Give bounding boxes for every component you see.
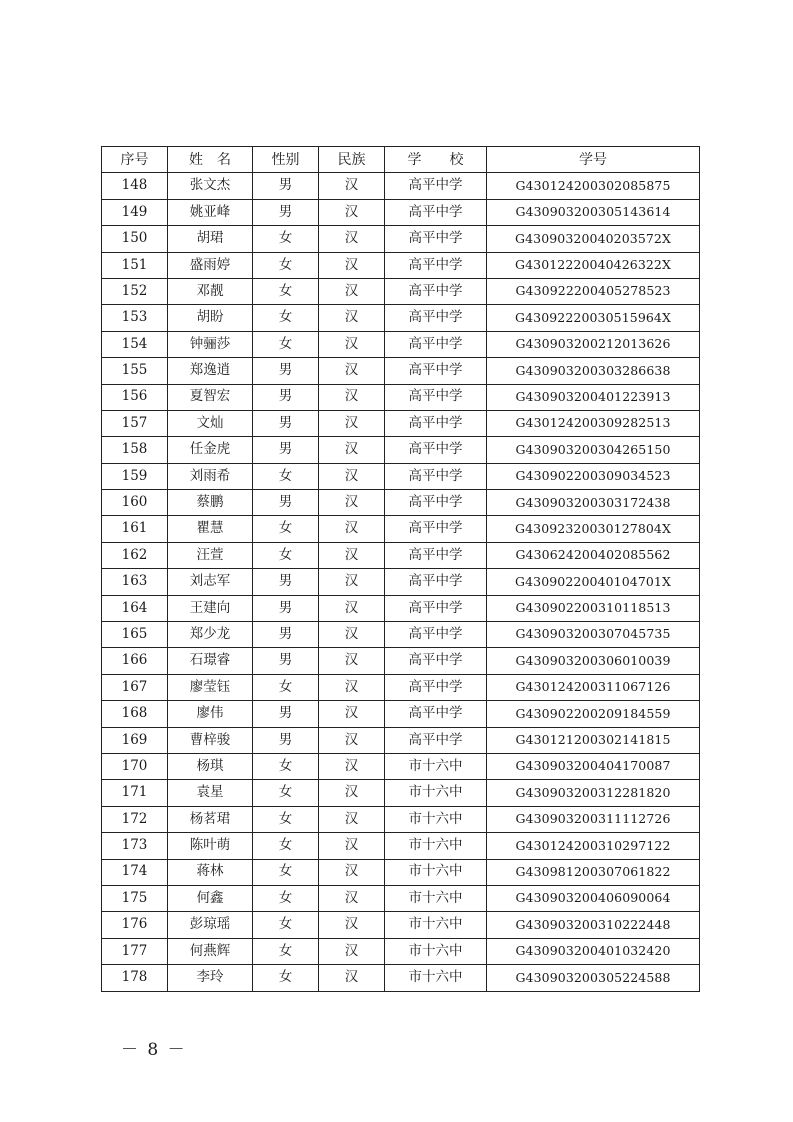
cell-sex: 女: [253, 516, 319, 542]
cell-school: 高平中学: [385, 674, 487, 700]
cell-sex: 女: [253, 305, 319, 331]
cell-school: 高平中学: [385, 173, 487, 199]
cell-no: 151: [102, 252, 168, 278]
cell-sex: 男: [253, 384, 319, 410]
table-row: [102, 278, 700, 304]
cell-ethnicity: 汉: [319, 806, 385, 832]
cell-student-id: G430903200401223913: [487, 384, 700, 410]
cell-student-id: G430124200309282513: [487, 410, 700, 436]
cell-ethnicity: 汉: [319, 912, 385, 938]
cell-student-id: G430903200406090064: [487, 885, 700, 911]
cell-ethnicity: 汉: [319, 463, 385, 489]
cell-student-id: G430903200401032420: [487, 938, 700, 964]
header-school: 学 校: [385, 147, 487, 173]
cell-no: 175: [102, 885, 168, 911]
cell-sex: 男: [253, 437, 319, 463]
cell-student-id: G430903200310222448: [487, 912, 700, 938]
cell-no: 164: [102, 595, 168, 621]
cell-school: 市十六中: [385, 859, 487, 885]
cell-name: 王建向: [168, 595, 253, 621]
cell-sex: 女: [253, 833, 319, 859]
cell-sex: 女: [253, 806, 319, 832]
cell-sex: 女: [253, 753, 319, 779]
cell-name: 郑逸逍: [168, 358, 253, 384]
cell-name: 蔡鹏: [168, 490, 253, 516]
cell-sex: 女: [253, 859, 319, 885]
cell-ethnicity: 汉: [319, 780, 385, 806]
table-row: [102, 463, 700, 489]
cell-no: 150: [102, 226, 168, 252]
cell-student-id: G43012220040426322X: [487, 252, 700, 278]
cell-no: 153: [102, 305, 168, 331]
cell-sex: 女: [253, 938, 319, 964]
cell-ethnicity: 汉: [319, 516, 385, 542]
cell-no: 172: [102, 806, 168, 832]
cell-no: 169: [102, 727, 168, 753]
cell-school: 市十六中: [385, 806, 487, 832]
cell-no: 171: [102, 780, 168, 806]
cell-no: 168: [102, 701, 168, 727]
cell-sex: 男: [253, 358, 319, 384]
cell-name: 姚亚峰: [168, 199, 253, 225]
cell-school: 高平中学: [385, 727, 487, 753]
cell-student-id: G430903200305143614: [487, 199, 700, 225]
cell-ethnicity: 汉: [319, 226, 385, 252]
cell-school: 高平中学: [385, 648, 487, 674]
cell-school: 高平中学: [385, 437, 487, 463]
header-no: 序号: [102, 147, 168, 173]
cell-name: 夏智宏: [168, 384, 253, 410]
table-row: [102, 938, 700, 964]
cell-name: 石璟睿: [168, 648, 253, 674]
cell-student-id: G430902200309034523: [487, 463, 700, 489]
cell-sex: 男: [253, 410, 319, 436]
cell-no: 167: [102, 674, 168, 700]
cell-name: 胡珺: [168, 226, 253, 252]
cell-student-id: G430903200312281820: [487, 780, 700, 806]
cell-name: 刘志军: [168, 569, 253, 595]
cell-sex: 女: [253, 463, 319, 489]
cell-ethnicity: 汉: [319, 701, 385, 727]
table-row: [102, 226, 700, 252]
cell-ethnicity: 汉: [319, 278, 385, 304]
cell-name: 胡盼: [168, 305, 253, 331]
cell-name: 文灿: [168, 410, 253, 436]
cell-sex: 女: [253, 331, 319, 357]
cell-sex: 男: [253, 490, 319, 516]
table-row: [102, 305, 700, 331]
cell-school: 高平中学: [385, 542, 487, 568]
table-row: [102, 569, 700, 595]
table-row: [102, 173, 700, 199]
cell-school: 市十六中: [385, 912, 487, 938]
cell-sex: 男: [253, 727, 319, 753]
cell-student-id: G430124200310297122: [487, 833, 700, 859]
cell-name: 杨茗珺: [168, 806, 253, 832]
cell-name: 彭琼瑶: [168, 912, 253, 938]
cell-name: 廖伟: [168, 701, 253, 727]
cell-student-id: G430903200404170087: [487, 753, 700, 779]
cell-sex: 女: [253, 278, 319, 304]
cell-name: 李玲: [168, 965, 253, 991]
cell-school: 市十六中: [385, 965, 487, 991]
cell-school: 市十六中: [385, 938, 487, 964]
cell-no: 162: [102, 542, 168, 568]
cell-school: 高平中学: [385, 358, 487, 384]
cell-school: 高平中学: [385, 278, 487, 304]
cell-student-id: G430903200304265150: [487, 437, 700, 463]
cell-no: 177: [102, 938, 168, 964]
cell-student-id: G430124200302085875: [487, 173, 700, 199]
cell-ethnicity: 汉: [319, 490, 385, 516]
cell-sex: 男: [253, 173, 319, 199]
cell-no: 163: [102, 569, 168, 595]
cell-name: 何鑫: [168, 885, 253, 911]
table-row: [102, 859, 700, 885]
cell-ethnicity: 汉: [319, 542, 385, 568]
table-row: [102, 437, 700, 463]
cell-no: 176: [102, 912, 168, 938]
cell-ethnicity: 汉: [319, 965, 385, 991]
table-row: [102, 595, 700, 621]
cell-name: 陈叶萌: [168, 833, 253, 859]
cell-no: 152: [102, 278, 168, 304]
cell-name: 何燕辉: [168, 938, 253, 964]
table-row: [102, 490, 700, 516]
cell-ethnicity: 汉: [319, 938, 385, 964]
cell-ethnicity: 汉: [319, 622, 385, 648]
table-row: [102, 410, 700, 436]
cell-name: 盛雨婷: [168, 252, 253, 278]
cell-school: 市十六中: [385, 833, 487, 859]
table-row: [102, 384, 700, 410]
cell-sex: 女: [253, 226, 319, 252]
cell-sex: 女: [253, 252, 319, 278]
cell-school: 高平中学: [385, 252, 487, 278]
cell-student-id: G430902200310118513: [487, 595, 700, 621]
cell-ethnicity: 汉: [319, 674, 385, 700]
cell-student-id: G430903200303172438: [487, 490, 700, 516]
table-row: [102, 780, 700, 806]
table-row: [102, 806, 700, 832]
cell-sex: 女: [253, 885, 319, 911]
cell-ethnicity: 汉: [319, 753, 385, 779]
cell-name: 瞿慧: [168, 516, 253, 542]
cell-no: 156: [102, 384, 168, 410]
cell-student-id: G430981200307061822: [487, 859, 700, 885]
table-row: [102, 252, 700, 278]
cell-no: 166: [102, 648, 168, 674]
cell-ethnicity: 汉: [319, 859, 385, 885]
cell-ethnicity: 汉: [319, 833, 385, 859]
table-row: [102, 674, 700, 700]
cell-ethnicity: 汉: [319, 595, 385, 621]
cell-student-id: G430903200212013626: [487, 331, 700, 357]
cell-sex: 女: [253, 912, 319, 938]
table-row: [102, 912, 700, 938]
cell-name: 汪萱: [168, 542, 253, 568]
cell-sex: 女: [253, 965, 319, 991]
cell-no: 174: [102, 859, 168, 885]
cell-name: 邓靓: [168, 278, 253, 304]
cell-student-id: G430121200302141815: [487, 727, 700, 753]
cell-student-id: G430903200305224588: [487, 965, 700, 991]
cell-ethnicity: 汉: [319, 437, 385, 463]
table-header-row: [102, 147, 700, 173]
header-name: 姓 名: [168, 147, 253, 173]
header-sex: 性别: [253, 147, 319, 173]
cell-school: 高平中学: [385, 701, 487, 727]
cell-student-id: G43090220040104701X: [487, 569, 700, 595]
cell-student-id: G430624200402085562: [487, 542, 700, 568]
cell-ethnicity: 汉: [319, 569, 385, 595]
cell-sex: 男: [253, 701, 319, 727]
cell-ethnicity: 汉: [319, 305, 385, 331]
table-row: [102, 885, 700, 911]
cell-sex: 男: [253, 569, 319, 595]
cell-school: 高平中学: [385, 463, 487, 489]
cell-no: 148: [102, 173, 168, 199]
table-row: [102, 701, 700, 727]
cell-student-id: G430922200405278523: [487, 278, 700, 304]
cell-name: 钟骊莎: [168, 331, 253, 357]
table-row: [102, 965, 700, 991]
table-row: [102, 358, 700, 384]
cell-student-id: G430903200311112726: [487, 806, 700, 832]
cell-name: 蒋林: [168, 859, 253, 885]
cell-no: 157: [102, 410, 168, 436]
cell-student-id: G430903200303286638: [487, 358, 700, 384]
cell-student-id: G430902200209184559: [487, 701, 700, 727]
cell-sex: 男: [253, 595, 319, 621]
page-number: － 8 －: [121, 1040, 187, 1060]
cell-school: 市十六中: [385, 753, 487, 779]
cell-no: 161: [102, 516, 168, 542]
cell-ethnicity: 汉: [319, 384, 385, 410]
cell-name: 廖莹钰: [168, 674, 253, 700]
cell-ethnicity: 汉: [319, 410, 385, 436]
header-student-id: 学号: [487, 147, 700, 173]
cell-school: 高平中学: [385, 331, 487, 357]
cell-ethnicity: 汉: [319, 727, 385, 753]
cell-school: 高平中学: [385, 410, 487, 436]
cell-ethnicity: 汉: [319, 885, 385, 911]
cell-sex: 男: [253, 622, 319, 648]
cell-name: 曹梓骏: [168, 727, 253, 753]
cell-school: 市十六中: [385, 885, 487, 911]
cell-ethnicity: 汉: [319, 173, 385, 199]
cell-school: 市十六中: [385, 780, 487, 806]
cell-name: 张文杰: [168, 173, 253, 199]
cell-ethnicity: 汉: [319, 648, 385, 674]
cell-student-id: G430903200307045735: [487, 622, 700, 648]
cell-no: 178: [102, 965, 168, 991]
cell-school: 高平中学: [385, 199, 487, 225]
cell-ethnicity: 汉: [319, 252, 385, 278]
table-row: [102, 199, 700, 225]
table-row: [102, 542, 700, 568]
cell-student-id: G43090320040203572X: [487, 226, 700, 252]
cell-no: 170: [102, 753, 168, 779]
cell-student-id: G43092220030515964X: [487, 305, 700, 331]
cell-sex: 女: [253, 674, 319, 700]
cell-no: 165: [102, 622, 168, 648]
cell-no: 155: [102, 358, 168, 384]
cell-sex: 男: [253, 199, 319, 225]
table-row: [102, 331, 700, 357]
header-ethnicity: 民族: [319, 147, 385, 173]
cell-school: 高平中学: [385, 569, 487, 595]
table-body: [102, 173, 700, 991]
cell-name: 郑少龙: [168, 622, 253, 648]
cell-school: 高平中学: [385, 305, 487, 331]
cell-name: 任金虎: [168, 437, 253, 463]
cell-sex: 女: [253, 780, 319, 806]
table-row: [102, 753, 700, 779]
cell-student-id: G43092320030127804X: [487, 516, 700, 542]
cell-school: 高平中学: [385, 384, 487, 410]
cell-ethnicity: 汉: [319, 358, 385, 384]
cell-school: 高平中学: [385, 490, 487, 516]
cell-no: 149: [102, 199, 168, 225]
cell-name: 杨琪: [168, 753, 253, 779]
table-row: [102, 622, 700, 648]
cell-sex: 男: [253, 648, 319, 674]
cell-no: 158: [102, 437, 168, 463]
table-row: [102, 833, 700, 859]
cell-school: 高平中学: [385, 595, 487, 621]
cell-school: 高平中学: [385, 226, 487, 252]
cell-ethnicity: 汉: [319, 331, 385, 357]
cell-student-id: G430903200306010039: [487, 648, 700, 674]
cell-no: 160: [102, 490, 168, 516]
table-row: [102, 727, 700, 753]
student-table: [101, 146, 700, 992]
table-row: [102, 516, 700, 542]
cell-name: 袁星: [168, 780, 253, 806]
cell-school: 高平中学: [385, 622, 487, 648]
cell-ethnicity: 汉: [319, 199, 385, 225]
cell-student-id: G430124200311067126: [487, 674, 700, 700]
cell-no: 159: [102, 463, 168, 489]
cell-no: 173: [102, 833, 168, 859]
cell-no: 154: [102, 331, 168, 357]
table-row: [102, 648, 700, 674]
cell-sex: 女: [253, 542, 319, 568]
cell-school: 高平中学: [385, 516, 487, 542]
cell-name: 刘雨希: [168, 463, 253, 489]
